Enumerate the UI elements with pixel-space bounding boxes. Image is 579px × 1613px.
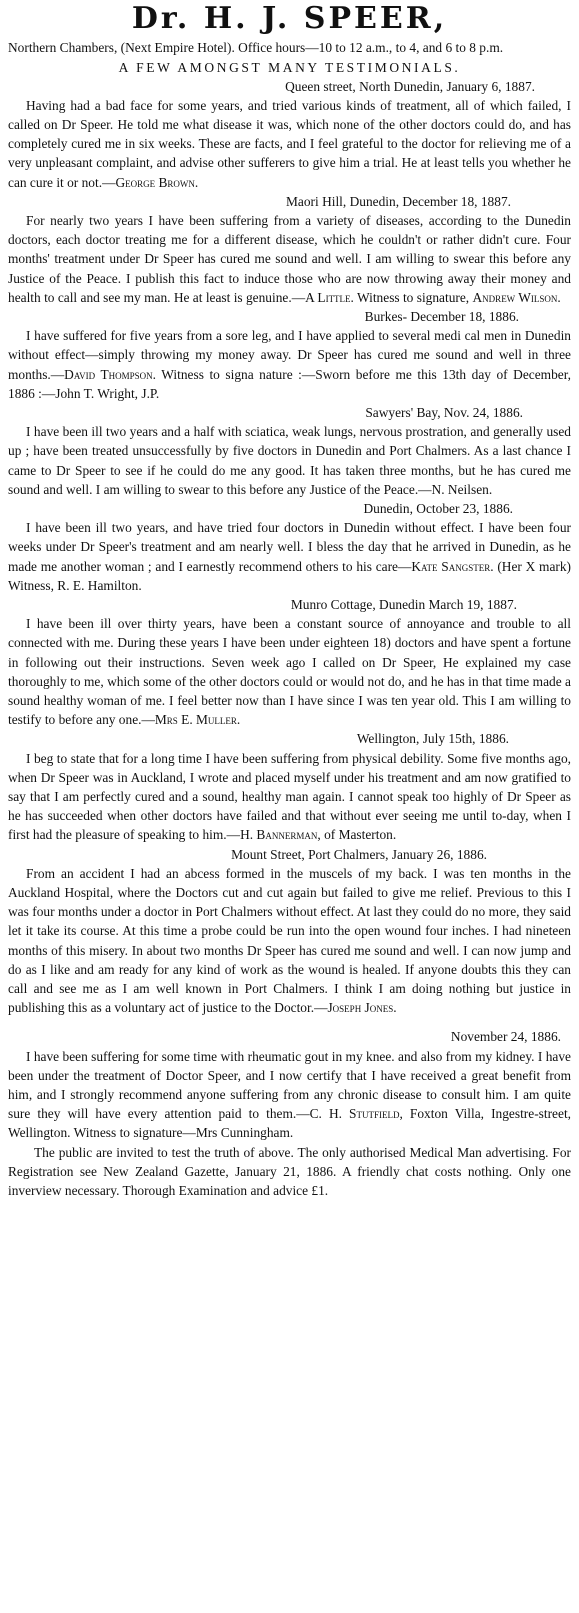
testimonial-witness: Witness to signature,: [353, 289, 473, 305]
testimonial-body: Having had a bad face for some years, and tried various kinds of treatment, all of which failed, I called on Dr Speer. He told me what disease it was, which none of the other doctors could do, and has completely cured me in six weeks. These are facts, and I feel grateful to the doctor for relieving me of a very unpleasant complaint, and advise other sufferers to give him a trial. He at least tells you whether he can cure it or not.—George Brown.: [8, 97, 571, 190]
testimonial-witness: (Her X mark) Witness, R. E. Hamilton.: [8, 558, 572, 593]
testimonial: [8, 729, 571, 844]
testimonial-dateline: Maori Hill, Dunedin, December 18, 1887.: [286, 193, 511, 209]
advertiser-name: Dr. H. J. SPEER,: [131, 1, 448, 36]
testimonial-body: I have been ill two years, and have tried four doctors in Dunedin without effect. I have been four weeks under Dr Speer's treatment and am nearly well. I bless the day that he arrived in Dunedin, as he made me another woman ; and I earnestly recommend others to his care—Kate Sangster. (Her X mark) Witness, R. E. Hamilton.: [8, 520, 572, 593]
testimonial-dateline: Burkes- December 18, 1886.: [364, 308, 519, 324]
testimonials-heading: A FEW AMONGST MANY TESTIMONIALS.: [118, 59, 461, 75]
testimonial-signature: David Thompson.: [64, 366, 157, 382]
testimonial-signature: H. Bannerman,: [240, 827, 321, 843]
testimonial: [8, 307, 571, 403]
office-hours: Northern Chambers, (Next Empire Hotel). Office hours—10 to 12 a.m., to 4, and 6 to 8 p.m.: [8, 40, 504, 55]
testimonial-signature: Joseph Jones.: [327, 1000, 397, 1016]
testimonial-body: From an accident I had an abcess formed in the muscels of my back. I was ten months in the Auckland Hospital, where the Doctors cut and cut again but failed to give me relief. Previous to this I was four months under a doctor in Port Chalmers without effect. At last they could do no more, they said let it take its course. At this time a probe could be run into the open wound four inches. I had nineteen months of this misery. In about two months Dr Speer has cured me sound and well. I can now jump and do as I like and am ready for any kind of work as the wound is healed. If anyone doubts this they can call and see me as I am well known in Port Chalmers. I think I am doing nothing but justice in publishing this as a voluntary act of justice to the Doctor.—Joseph Jones.: [8, 865, 571, 1016]
testimonial: [8, 77, 571, 192]
testimonial-body: I have been ill over thirty years, have been a constant source of annoyance and trouble to all connected with me. During these years I have been under eighteen 18) doctors and have spent a fortune in following out their instructions. Seven week ago I called on Dr Speer, He explained my case thoroughly to me, which some of the other doctors could or would not do, and he has in that time made a sound healthy woman of me. I feel better now than I have since I was ten year old. This I am willing to testify to before any one.—Mrs E. Muller.: [8, 616, 571, 728]
testimonial-dateline: Queen street, North Dunedin, January 6, 1887.: [285, 78, 535, 94]
testimonial-dateline: Wellington, July 15th, 1886.: [356, 731, 509, 747]
testimonial: [8, 192, 571, 307]
witness-name: Andrew Wilson.: [472, 289, 561, 305]
testimonial-dateline: Dunedin, October 23, 1886.: [363, 500, 513, 516]
testimonial-signature: George Brown.: [115, 174, 199, 190]
testimonial-dateline: Sawyers' Bay, Nov. 24, 1886.: [365, 404, 523, 420]
testimonial: [8, 595, 571, 729]
testimonial-witness: of Masterton.: [320, 827, 397, 843]
testimonial-body: I beg to state that for a long time I have been suffering from physical debility. Some five months ago, when Dr Speer was in Auckland, I wrote and placed myself under his treatment and am now gratified to say that I am perfectly cured and a sound, healthy man again. I cannot speak too highly of Dr Speer as he has succeeded when other doctors have failed and that without ever seeing me until to-day, when I first had the pleasure of speaking to him.—H. Bannerman, of Masterton.: [8, 750, 571, 843]
closing-notice: [8, 1143, 571, 1201]
testimonial-body: I have been ill two years and a half with sciatica, weak lungs, nervous prostration, and generally used up ; have been treated unsuccessfully by five doctors in Dunedin and Port Chalmers. As a last chance I came to Dr Speer to see if he could do me any good. It has taken three months, but he has cured me sound and well. I am willing to swear to this before any Justice of the Peace.—N. Neilsen.: [8, 424, 571, 497]
testimonial-signature: A Little.: [305, 289, 354, 305]
testimonial-witness: Foxton Villa, Ingestre-street, Wellington. Witness to signature—Mrs Cunningham.: [8, 1106, 572, 1141]
testimonial-signature: Mrs E. Muller.: [154, 712, 241, 728]
testimonial: [8, 403, 571, 499]
testimonial-witness: Witness to signa nature :—Sworn before me this 13th day of December, 1886 :—John T. Wright, J.P.: [8, 366, 571, 401]
closing-text: The public are invited to test the truth of above. The only authorised Medical Man advertising. For Registration see New Zealand Gazette, January 21, 1886. A friendly chat costs nothing. Only one inverview necessary. Thorough Examination and advice £1.: [8, 1144, 571, 1199]
testimonial: [8, 845, 571, 1018]
testimonial-dateline: Mount Street, Port Chalmers, January 26, 1886.: [231, 846, 487, 862]
testimonial-dateline: Munro Cottage, Dunedin March 19, 1887.: [290, 596, 517, 612]
testimonial-body: For nearly two years I have been suffering from a variety of diseases, according to the Dunedin doctors, each doctor treating me for a different disease, which he couldn't or rather didn't cure. Four months' treatment under Dr Speer has cured me sound and well. I am willing to swear this before any Justice of the Peace. I publish this fact to induce those who are now throwing away their money and health to call and see my man. He at least is genuine.—A Little. Witness to signature, Andrew Wilson.: [8, 212, 571, 305]
testimonial: [8, 499, 571, 595]
testimonial-signature: Kate Sangster.: [411, 558, 494, 574]
testimonial-signature: C. H. Stutfield,: [309, 1106, 403, 1122]
testimonial-body: I have been suffering for some time with rheumatic gout in my knee. and also from my kidney. I have been under the treatment of Doctor Speer, and I now certify that I have received a great benefit from him, and I strongly recommend anyone suffering from any chronic disease to consult him. I am quite sure they will have every attention paid to them.—C. H. Stutfield, Foxton Villa, Ingestre-street, Wellington. Witness to signature—Mrs Cunningham.: [8, 1048, 572, 1141]
testimonial: [8, 1027, 571, 1142]
testimonial-body: I have suffered for five years from a sore leg, and I have applied to several medi cal men in Dunedin without effect—simply throwing my money away. Dr Speer has cured me sound and well in three months.—David Thompson. Witness to signa nature :—Sworn before me this 13th day of December, 1886 :—John T. Wright, J.P.: [8, 328, 571, 401]
testimonial-dateline: November 24, 1886.: [450, 1029, 561, 1045]
